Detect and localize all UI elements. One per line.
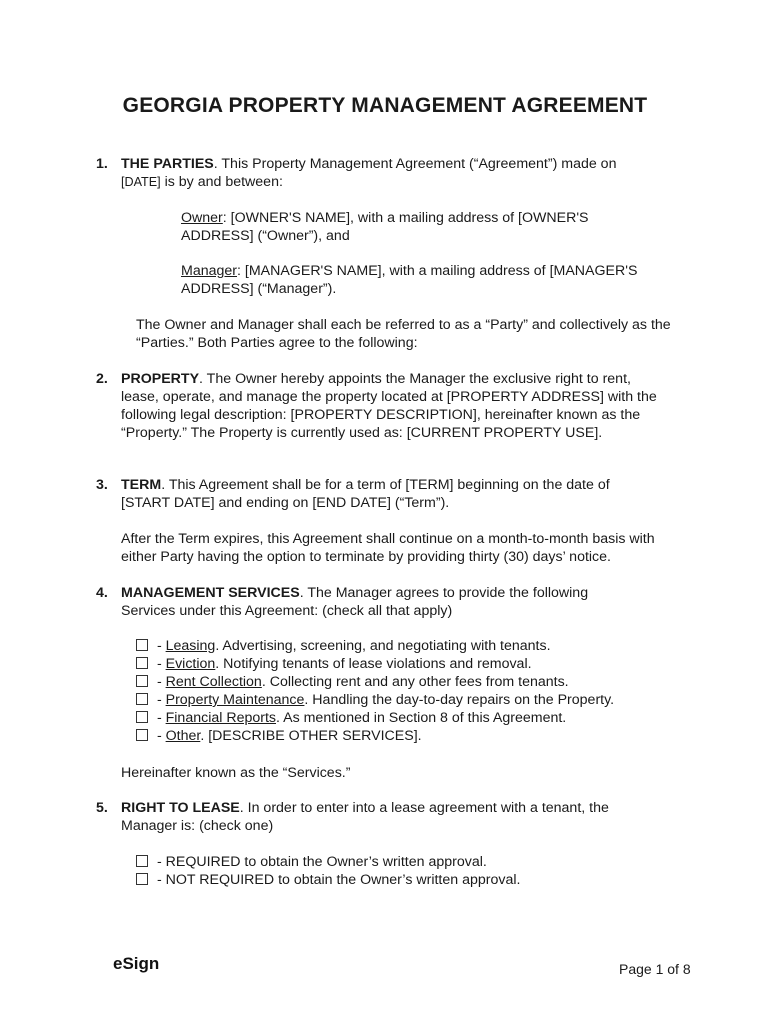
parties-definition: The Owner and Manager shall each be referred to as a “Party” and collectively as the “Parties.” Both Parties agree to the following: xyxy=(136,317,671,351)
section-4-body xyxy=(121,584,631,620)
services-checklist xyxy=(136,637,696,745)
section-3-after-term: After the Term expires, this Agreement shall continue on a month-to-month basis with either Party having the option to terminate by providing thirty (30) days’ notice. xyxy=(121,531,655,565)
date-field: [DATE] xyxy=(121,175,161,189)
section-1-text-a: . This Property Management Agreement (“Agreement”) made on xyxy=(213,156,617,172)
section-2-body xyxy=(121,370,669,442)
checkbox[interactable] xyxy=(136,639,148,651)
document-title: GEORGIA PROPERTY MANAGEMENT AGREEMENT xyxy=(122,94,648,117)
service-eviction: - Eviction. Notifying tenants of lease violations and removal. xyxy=(136,655,696,673)
checkbox[interactable] xyxy=(136,693,148,705)
section-5-number: 5. xyxy=(96,800,108,816)
section-4-text: . The Manager agrees to provide the following Services under this Agreement: (check all that apply) xyxy=(121,585,589,619)
section-1-number: 1. xyxy=(96,156,108,172)
section-3-heading: TERM xyxy=(121,477,162,493)
section-1-heading: THE PARTIES xyxy=(121,156,214,172)
service-financial-reports: - Financial Reports. As mentioned in Section 8 of this Agreement. xyxy=(136,709,696,727)
owner-clause xyxy=(181,209,661,245)
manager-text: : [MANAGER'S NAME], with a mailing address of [MANAGER'S ADDRESS] (“Manager”). xyxy=(181,263,638,297)
section-3-number: 3. xyxy=(96,477,108,493)
section-2-number: 2. xyxy=(96,371,108,387)
section-2-text: . The Owner hereby appoints the Manager the exclusive right to rent, lease, operate, and manage the property located at [PROPERTY ADDRESS] with the following legal description: [PROPERTY DESCRIPTION], hereinafter known as the “Property.” The Property is currently used as: [CURRENT PROPERTY USE]. xyxy=(121,371,657,441)
section-1-text-b: is by and between: xyxy=(160,174,283,190)
lease-approval-options xyxy=(136,853,696,889)
owner-text: : [OWNER'S NAME], with a mailing address of [OWNER'S ADDRESS] (“Owner”), and xyxy=(181,210,589,244)
section-3-body xyxy=(121,476,651,512)
checkbox[interactable] xyxy=(136,657,148,669)
section-5-heading: RIGHT TO LEASE xyxy=(121,800,240,816)
manager-label: Manager xyxy=(181,263,237,279)
section-3-text: . This Agreement shall be for a term of [TERM] beginning on the date of [START DATE] and ending on [END DATE] (“Term”). xyxy=(121,477,610,511)
service-rent-collection: - Rent Collection. Collecting rent and any other fees from tenants. xyxy=(136,673,696,691)
option-required: - REQUIRED to obtain the Owner’s written approval. xyxy=(136,853,696,871)
checkbox[interactable] xyxy=(136,675,148,687)
section-4-number: 4. xyxy=(96,585,108,601)
section-5-body xyxy=(121,799,651,835)
service-leasing: - Leasing. Advertising, screening, and negotiating with tenants. xyxy=(136,637,696,655)
section-4-heading: MANAGEMENT SERVICES xyxy=(121,585,300,601)
page-number: Page 1 of 8 xyxy=(619,961,691,977)
option-not-required: - NOT REQUIRED to obtain the Owner’s written approval. xyxy=(136,871,696,889)
service-property-maintenance: - Property Maintenance. Handling the day-to-day repairs on the Property. xyxy=(136,691,696,709)
checkbox[interactable] xyxy=(136,855,148,867)
section-1-intro xyxy=(121,155,681,191)
checkbox[interactable] xyxy=(136,873,148,885)
checkbox[interactable] xyxy=(136,711,148,723)
section-5-text: . In order to enter into a lease agreement with a tenant, the Manager is: (check one) xyxy=(121,800,609,834)
services-definition: Hereinafter known as the “Services.” xyxy=(121,765,351,781)
checkbox[interactable] xyxy=(136,729,148,741)
section-2-heading: PROPERTY xyxy=(121,371,200,387)
service-other: - Other. [DESCRIBE OTHER SERVICES]. xyxy=(136,727,696,745)
owner-label: Owner xyxy=(181,210,223,226)
manager-clause xyxy=(181,262,661,298)
esign-logo: eSign xyxy=(113,954,160,973)
